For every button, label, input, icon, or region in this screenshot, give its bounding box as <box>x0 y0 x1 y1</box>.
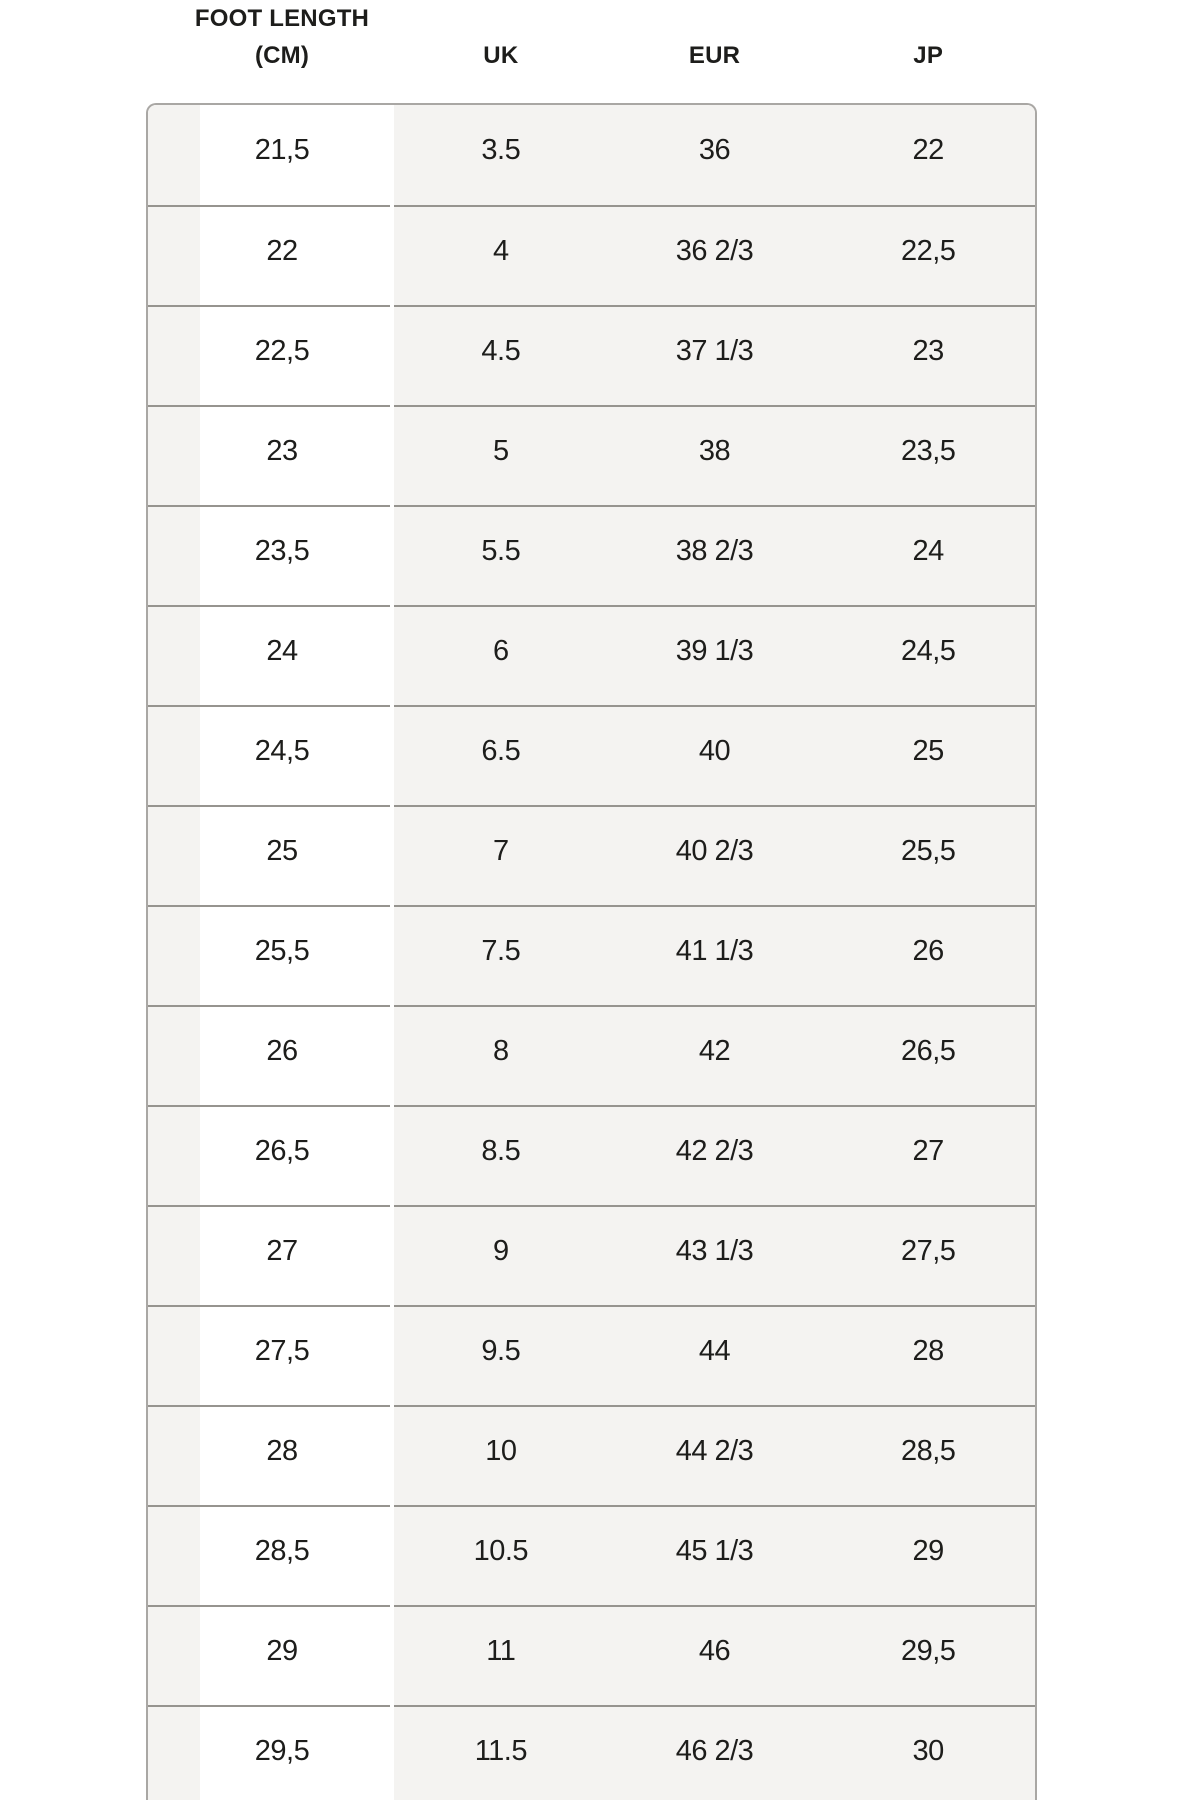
cell-foot-length-cm: 28,5 <box>200 1505 390 1605</box>
cell-eur-size: 45 1/3 <box>608 1505 822 1605</box>
cell-eur-size: 40 2/3 <box>608 805 822 905</box>
cell-foot-length-cm: 22 <box>200 205 390 305</box>
table-row <box>148 1005 1035 1105</box>
cell-eur-size: 38 2/3 <box>608 505 822 605</box>
cell-foot-length-cm: 25 <box>200 805 390 905</box>
row-spacer-cell <box>148 405 200 505</box>
cell-uk-size: 5 <box>394 405 608 505</box>
cell-jp-size: 28,5 <box>821 1405 1035 1505</box>
table-row <box>148 105 1035 205</box>
cell-foot-length-cm: 26,5 <box>200 1105 390 1205</box>
row-spacer-cell <box>148 705 200 805</box>
cell-eur-size: 36 <box>608 105 822 205</box>
row-spacer-cell <box>148 1305 200 1405</box>
column-header-jp: JP <box>913 42 944 69</box>
cell-uk-size: 9.5 <box>394 1305 608 1405</box>
cell-foot-length-cm: 24 <box>200 605 390 705</box>
table-row <box>148 205 1035 305</box>
cell-foot-length-cm: 27 <box>200 1205 390 1305</box>
size-chart-column-headers <box>148 0 1035 74</box>
cell-uk-size: 4.5 <box>394 305 608 405</box>
row-spacer-cell <box>148 1705 200 1800</box>
cell-jp-size: 29,5 <box>821 1605 1035 1705</box>
column-header-foot-length <box>148 0 394 74</box>
table-row <box>148 1205 1035 1305</box>
cell-uk-size: 11 <box>394 1605 608 1705</box>
cell-foot-length-cm: 27,5 <box>200 1305 390 1405</box>
table-row <box>148 1505 1035 1605</box>
cell-eur-size: 43 1/3 <box>608 1205 822 1305</box>
table-row <box>148 605 1035 705</box>
cell-foot-length-cm: 28 <box>200 1405 390 1505</box>
row-spacer-cell <box>148 1505 200 1605</box>
cell-foot-length-cm: 22,5 <box>200 305 390 405</box>
cell-eur-size: 37 1/3 <box>608 305 822 405</box>
cell-jp-size: 23 <box>821 305 1035 405</box>
cell-jp-size: 22,5 <box>821 205 1035 305</box>
cell-uk-size: 7 <box>394 805 608 905</box>
row-spacer-cell <box>148 1005 200 1105</box>
cell-foot-length-cm: 25,5 <box>200 905 390 1005</box>
cell-jp-size: 25 <box>821 705 1035 805</box>
cell-foot-length-cm: 21,5 <box>200 105 390 205</box>
cell-uk-size: 6.5 <box>394 705 608 805</box>
table-row <box>148 1605 1035 1705</box>
row-spacer-cell <box>148 1405 200 1505</box>
cell-jp-size: 23,5 <box>821 405 1035 505</box>
cell-foot-length-cm: 23 <box>200 405 390 505</box>
row-spacer-cell <box>148 105 200 205</box>
cell-jp-size: 27,5 <box>821 1205 1035 1305</box>
cell-uk-size: 6 <box>394 605 608 705</box>
column-header-foot-length-line2: (CM) <box>254 42 310 69</box>
size-chart-table <box>146 103 1037 1800</box>
column-header-foot-length-line1: FOOT LENGTH <box>194 5 370 32</box>
cell-eur-size: 44 2/3 <box>608 1405 822 1505</box>
table-row <box>148 1705 1035 1800</box>
column-header-uk: UK <box>483 42 519 69</box>
row-spacer-cell <box>148 205 200 305</box>
cell-foot-length-cm: 26 <box>200 1005 390 1105</box>
row-spacer-cell <box>148 805 200 905</box>
cell-foot-length-cm: 24,5 <box>200 705 390 805</box>
cell-foot-length-cm: 23,5 <box>200 505 390 605</box>
cell-jp-size: 24,5 <box>821 605 1035 705</box>
table-row <box>148 405 1035 505</box>
cell-eur-size: 40 <box>608 705 822 805</box>
cell-jp-size: 29 <box>821 1505 1035 1605</box>
table-row <box>148 1105 1035 1205</box>
cell-eur-size: 46 2/3 <box>608 1705 822 1800</box>
table-row <box>148 705 1035 805</box>
row-spacer-cell <box>148 1605 200 1705</box>
table-row <box>148 305 1035 405</box>
cell-foot-length-cm: 29,5 <box>200 1705 390 1800</box>
cell-eur-size: 44 <box>608 1305 822 1405</box>
cell-uk-size: 9 <box>394 1205 608 1305</box>
row-spacer-cell <box>148 605 200 705</box>
cell-jp-size: 28 <box>821 1305 1035 1405</box>
cell-jp-size: 24 <box>821 505 1035 605</box>
cell-jp-size: 30 <box>821 1705 1035 1800</box>
row-spacer-cell <box>148 1105 200 1205</box>
cell-eur-size: 38 <box>608 405 822 505</box>
cell-uk-size: 10.5 <box>394 1505 608 1605</box>
cell-eur-size: 36 2/3 <box>608 205 822 305</box>
row-spacer-cell <box>148 505 200 605</box>
cell-uk-size: 11.5 <box>394 1705 608 1800</box>
cell-uk-size: 10 <box>394 1405 608 1505</box>
cell-uk-size: 8.5 <box>394 1105 608 1205</box>
table-row <box>148 805 1035 905</box>
cell-eur-size: 39 1/3 <box>608 605 822 705</box>
row-spacer-cell <box>148 305 200 405</box>
cell-foot-length-cm: 29 <box>200 1605 390 1705</box>
cell-eur-size: 41 1/3 <box>608 905 822 1005</box>
cell-eur-size: 46 <box>608 1605 822 1705</box>
cell-eur-size: 42 <box>608 1005 822 1105</box>
cell-uk-size: 7.5 <box>394 905 608 1005</box>
cell-uk-size: 4 <box>394 205 608 305</box>
table-row <box>148 905 1035 1005</box>
table-row <box>148 1305 1035 1405</box>
cell-jp-size: 25,5 <box>821 805 1035 905</box>
row-spacer-cell <box>148 1205 200 1305</box>
cell-jp-size: 26 <box>821 905 1035 1005</box>
cell-jp-size: 26,5 <box>821 1005 1035 1105</box>
cell-uk-size: 8 <box>394 1005 608 1105</box>
cell-eur-size: 42 2/3 <box>608 1105 822 1205</box>
table-row <box>148 505 1035 605</box>
cell-uk-size: 5.5 <box>394 505 608 605</box>
cell-jp-size: 27 <box>821 1105 1035 1205</box>
column-header-eur: EUR <box>688 42 741 69</box>
cell-jp-size: 22 <box>821 105 1035 205</box>
table-row <box>148 1405 1035 1505</box>
row-spacer-cell <box>148 905 200 1005</box>
cell-uk-size: 3.5 <box>394 105 608 205</box>
